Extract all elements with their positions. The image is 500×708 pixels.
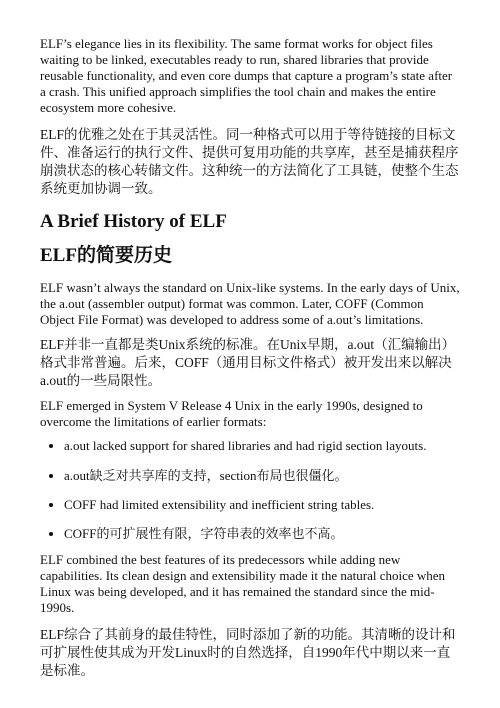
list-item: a.out lacked support for shared libraries and had rigid section layouts. — [40, 438, 460, 454]
limitations-list — [40, 438, 460, 542]
intro-paragraph-en: ELF’s elegance lies in its flexibility. The same format works for object files waiting to be linked, executables ready to run, shared libraries that provide reusable functionality, and even core dumps that capture a program’s state after a crash. This unified approach simplifies the tool chain and makes the entire ecosystem more cohesive. — [40, 36, 453, 115]
document-content — [40, 36, 460, 680]
section-heading-en: A Brief History of ELF — [40, 211, 227, 232]
section-heading-zh: ELF的简要历史 — [40, 245, 172, 266]
history-paragraph-1-zh: ELF并非一直都是类Unix系统的标准。在Unix早期，a.out（汇编输出）格式非常普遍。后来，COFF（通用目标文件格式）被开发出来以解决a.out的一些局限性。 — [40, 337, 456, 388]
history-paragraph-1-en: ELF wasn’t always the standard on Unix-like systems. In the early days of Unix, the a.out (assembler output) format was common. Later, COFF (Common Object File Format) was developed to address some of a.out’s limitations. — [40, 280, 460, 327]
history-paragraph-2-en: ELF emerged in System V Release 4 Unix in the early 1990s, designed to overcome the limitations of earlier formats: — [40, 398, 423, 429]
list-item: COFF的可扩展性有限，字符串表的效率也不高。 — [40, 526, 460, 542]
list-item: a.out缺乏对共享库的支持，section布局也很僵化。 — [40, 468, 460, 484]
history-paragraph-3-zh: ELF综合了其前身的最佳特性，同时添加了新的功能。其清晰的设计和可扩展性使其成为开发Linux时的自然选择，自1990年代中期以来一直是标准。 — [40, 627, 456, 678]
list-item: COFF had limited extensibility and inefficient string tables. — [40, 497, 460, 513]
history-paragraph-3-en: ELF combined the best features of its predecessors while adding new capabilities. Its clean design and extensibility made it the natural choice when Linux was being developed, and it has remained the standard since the mid-1990s. — [40, 552, 446, 615]
intro-paragraph-zh: ELF的优雅之处在于其灵活性。同一种格式可以用于等待链接的目标文件、准备运行的执行文件、提供可复用功能的共享库，甚至是捕获程序崩溃状态的核心转储文件。这种统一的方法简化了工具链，使整个生态系统更加协调一致。 — [40, 127, 459, 196]
